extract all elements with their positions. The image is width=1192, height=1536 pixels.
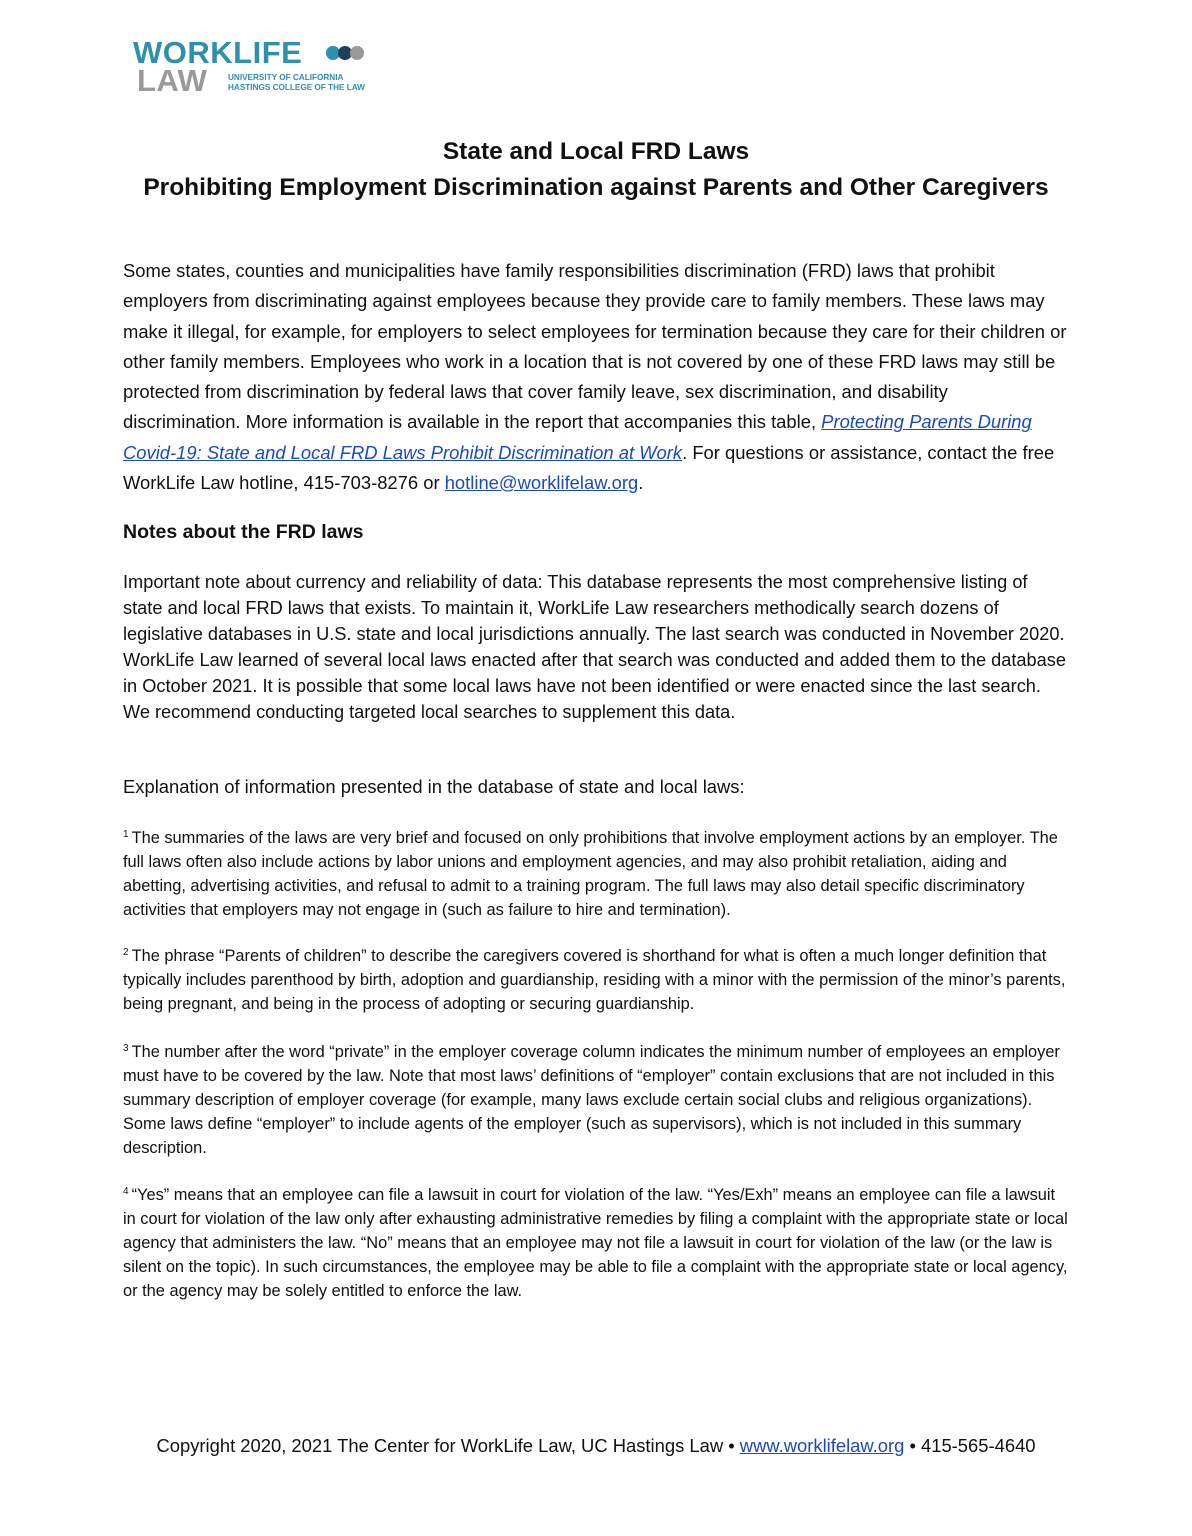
website-link[interactable]: www.worklifelaw.org <box>739 1435 905 1456</box>
intro-text-after-link: . For questions or assistance, contact the free WorkLife Law hotline, 415-703-8276 or <box>123 441 1055 494</box>
hotline-email-link[interactable]: hotline@worklifelaw.org <box>444 472 639 494</box>
important-note-paragraph: Important note about currency and reliability of data: This database represents the most comprehensive listing of state and local FRD laws that exists. To maintain it, WorkLife Law researchers methodically search dozens of legislative databases in U.S. state and local jurisdictions annually. The last search was conducted in November 2020. WorkLife Law learned of several local laws enacted after that search was conducted and added them to the database in October 2021. It is possible that some local laws have not been identified or were enacted since the last search. We recommend conducting targeted local searches to supplement this data. <box>123 572 1066 723</box>
title-line2: Prohibiting Employment Discrimination against Parents and Other Caregivers <box>143 174 1049 201</box>
logo-dot <box>350 46 364 60</box>
logo-subtitle <box>228 73 365 93</box>
footnote-text: The summaries of the laws are very brief and focused on only prohibitions that involve employment actions by an employer. The full laws often also include actions by labor unions and employment agencies, and may also prohibit retaliation, aiding and abetting, advertising activities, and refusal to admit to a training program. The full laws may also detail specific discriminatory activities that employers may not engage in (such as failure to hire and termination). <box>123 829 1058 920</box>
page-footer <box>0 1433 1192 1459</box>
intro-text: Some states, counties and municipalities have family responsibilities discrimination (FRD) laws that prohibit employers from discriminating against employees because they provide care to family members. These laws may make it illegal, for example, for employers to select employees for termination because they care for their children or other family members. Employees who work in a location that is not covered by one of these FRD laws may still be protected from discrimination by federal laws that cover family leave, sex discrimination, and disability discrimination. More information is available in the report that accompanies this table, <box>123 260 1067 433</box>
footnote-4 <box>123 1183 1071 1303</box>
notes-heading: Notes about the FRD laws <box>123 521 364 543</box>
footnote-1 <box>123 826 1071 922</box>
footer-phone: • 415-565-4640 <box>904 1435 1036 1456</box>
logo-subtitle-line2: HASTINGS COLLEGE OF THE LAW <box>228 83 365 92</box>
footnote-number: 1 <box>123 829 129 840</box>
intro-text-end: . <box>638 472 644 494</box>
footnote-number: 4 <box>123 1186 129 1197</box>
footnote-2 <box>123 944 1071 1016</box>
footnote-text: The phrase “Parents of children” to describe the caregivers covered is shorthand for what is often a much longer definition that typically includes parenthood by birth, adoption and guardianship, residing with a minor with the permission of the minor’s parents, being pregnant, and being in the process of adopting or securing guardianship. <box>123 947 1066 1014</box>
footnote-3 <box>123 1040 1071 1160</box>
explanation-heading: Explanation of information presented in the database of state and local laws: <box>123 776 745 797</box>
worklife-law-logo <box>133 35 373 98</box>
logo-dots-icon <box>326 46 372 60</box>
footnote-number: 2 <box>123 947 129 958</box>
footnote-number: 3 <box>123 1043 129 1054</box>
footnote-text: The number after the word “private” in the employer coverage column indicates the minimum number of employees an employer must have to be covered by the law. Note that most laws’ definitions of “employer” contain exclusions that are not included in this summary description of employer coverage (for example, many laws exclude certain social clubs and religious organizations). Some laws define “employer” to include agents of the employer (such as supervisors), which is not included in this summary description. <box>123 1043 1060 1158</box>
footer-copyright: Copyright 2020, 2021 The Center for WorkLife Law, UC Hastings Law • <box>156 1435 740 1456</box>
logo-worklife-text: WORKLIFE <box>133 35 303 70</box>
intro-paragraph <box>123 256 1068 498</box>
footnote-text: “Yes” means that an employee can file a lawsuit in court for violation of the law. “Yes/Exh” means an employee can file a lawsuit in court for violation of the law only after exhausting administrative remedies by filing a complaint with the appropriate state or local agency that administers the law. “No” means that an employee may not file a lawsuit in court for violation of the law (or the law is silent on the topic). In such circumstances, the employee may be able to file a complaint with the appropriate state or local agency, or the agency may be solely entitled to enforce the law. <box>123 1186 1068 1301</box>
logo-subtitle-line1: UNIVERSITY OF CALIFORNIA <box>228 73 344 82</box>
logo-law-text: LAW <box>137 63 208 98</box>
document-title <box>0 134 1192 206</box>
title-line1: State and Local FRD Laws <box>442 138 750 165</box>
report-link[interactable]: Protecting Parents During Covid-19: State and Local FRD Laws Prohibit Discrimination at Work <box>123 411 1032 463</box>
